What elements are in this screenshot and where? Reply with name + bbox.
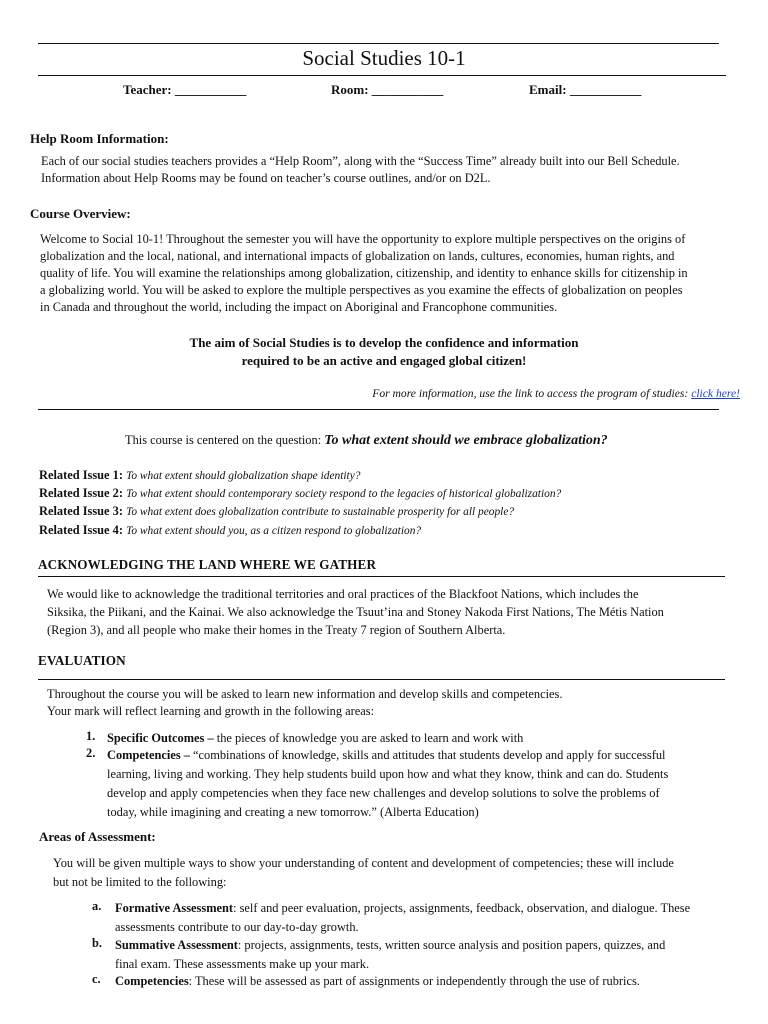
email-label: Email:	[529, 82, 567, 97]
aim-line: The aim of Social Studies is to develop the confidence and information	[189, 335, 579, 350]
question-text: To what extent should we embrace globalization?	[324, 433, 608, 448]
related-issue-text: To what extent should contemporary society respond to the legacies of historical globalization?	[126, 488, 562, 500]
list-term: Competencies	[107, 748, 181, 762]
list-text: assessments contribute to our day-to-day growth.	[115, 920, 359, 934]
related-issue-label: Related Issue 3:	[39, 504, 123, 518]
list-text: self and peer evaluation, projects, assignments, feedback, observation, and dialogue. These	[239, 901, 691, 915]
evaluation-intro-line: Throughout the course you will be asked to learn new information and develop skills and competencies.	[47, 687, 563, 701]
list-letter: b.	[92, 936, 102, 950]
list-sep: :	[233, 901, 240, 915]
assessment-intro	[53, 854, 674, 892]
evaluation-rule	[38, 679, 725, 680]
aim-statement	[0, 334, 768, 370]
assessment-intro-line: You will be given multiple ways to show your understanding of content and development of competencies; these will include	[53, 856, 674, 870]
overview-line: quality of life. You will examine the relationships among globalization, citizenship, and identity to enhance skills for citizenship in	[40, 266, 688, 280]
email-field	[529, 82, 641, 98]
related-issue-text: To what extent does globalization contribute to sustainable prosperity for all people?	[126, 506, 515, 518]
help-room-line: Each of our social studies teachers provides a “Help Room”, along with the “Success Time” already built into our Bell Schedule.	[41, 154, 680, 168]
overview-line: globalization and the local, national, and international impacts of globalization on lands, cultures, economies, human rights, and	[40, 249, 675, 263]
related-issue-text: To what extent should you, as a citizen respond to globalization?	[126, 525, 422, 537]
overview-text	[40, 231, 740, 316]
land-line: We would like to acknowledge the traditional territories and oral practices of the Blackfoot Nations, which includes the	[47, 587, 639, 601]
overview-line: Welcome to Social 10-1! Throughout the semester you will have the opportunity to explore multiple perspectives on the origins of	[40, 232, 686, 246]
related-issue-label: Related Issue 4:	[39, 523, 123, 537]
overview-heading: Course Overview:	[30, 206, 131, 221]
overview-line: in Canada and throughout the world, including the impact on Aboriginal and Francophone communities.	[40, 300, 558, 314]
list-body	[115, 972, 640, 991]
land-heading: ACKNOWLEDGING THE LAND WHERE WE GATHER	[38, 557, 377, 572]
list-sep: :	[188, 974, 195, 988]
teacher-field	[123, 82, 246, 98]
list-text: These will be assessed as part of assignments or independently through the use of rubrics.	[194, 974, 640, 988]
help-room-heading: Help Room Information:	[30, 131, 169, 146]
list-text: the pieces of knowledge you are asked to learn and work with	[216, 731, 524, 745]
more-info-text: For more information, use the link to access the program of studies:	[372, 387, 689, 400]
room-label: Room:	[331, 82, 369, 97]
related-issue-label: Related Issue 2:	[39, 486, 123, 500]
list-text: final exam. These assessments make up your mark.	[115, 957, 370, 971]
list-sep: :	[237, 938, 245, 952]
overview-rule	[38, 409, 719, 410]
list-term: Formative Assessment	[115, 901, 234, 915]
list-text: develop and apply competencies when they face new challenges and develop solutions to solve the problems of	[107, 786, 660, 800]
list-sep: –	[180, 748, 194, 762]
overview-line: a globalizing world. You will be asked to explore the multiple perspectives as you examine the effects of globalization on peoples	[40, 283, 683, 297]
email-blank: ___________	[569, 82, 642, 97]
aim-line: required to be an active and engaged global citizen!	[241, 353, 527, 368]
list-term: Specific Outcomes	[107, 731, 205, 745]
related-issue	[39, 468, 360, 483]
list-body	[107, 746, 668, 822]
related-issue	[39, 523, 421, 538]
land-line: Siksika, the Piikani, and the Kainai. We also acknowledge the Tsuut’ina and Stoney Nakoda First Nations, The Métis Nation	[47, 605, 664, 619]
evaluation-intro	[47, 686, 562, 720]
land-line: (Region 3), and all people who make their homes in the Treaty 7 region of Southern Alberta.	[47, 623, 506, 637]
evaluation-intro-line: Your mark will reflect learning and growth in the following areas:	[47, 704, 375, 718]
central-question	[125, 433, 608, 449]
teacher-blank: ___________	[174, 82, 247, 97]
help-room-text	[41, 153, 680, 187]
assessment-intro-line: but not be limited to the following:	[53, 875, 227, 889]
room-field	[331, 82, 443, 98]
list-term: Summative Assessment	[115, 938, 238, 952]
help-room-line: Information about Help Rooms may be found on teacher’s course outlines, and/or on D2L.	[41, 171, 491, 185]
list-letter: c.	[92, 972, 101, 986]
list-sep: –	[204, 731, 217, 745]
list-text: today, while imagining and creating a new tomorrow.” (Alberta Education)	[107, 805, 479, 819]
list-term: Competencies	[115, 974, 189, 988]
list-body	[115, 936, 665, 974]
teacher-label: Teacher:	[123, 82, 172, 97]
list-body	[115, 899, 690, 937]
list-number: 1.	[86, 729, 96, 743]
related-issue	[39, 486, 561, 501]
more-info	[372, 387, 740, 400]
title-rule	[38, 75, 726, 76]
top-rule	[38, 43, 719, 44]
list-text: learning, living and working. They help students build upon how and what they know, think and can do. Students	[107, 767, 669, 781]
program-of-studies-link[interactable]: click here!	[691, 387, 740, 400]
list-text: projects, assignments, tests, written source analysis and position papers, quizzes, and	[244, 938, 666, 952]
related-issue	[39, 504, 514, 519]
evaluation-heading: EVALUATION	[38, 653, 126, 668]
list-text: “combinations of knowledge, skills and attitudes that students develop and apply for successful	[193, 748, 666, 762]
land-text	[47, 585, 664, 639]
question-intro: This course is centered on the question:	[125, 433, 322, 447]
land-rule	[38, 576, 725, 577]
list-number: 2.	[86, 746, 96, 760]
list-letter: a.	[92, 899, 102, 913]
room-blank: ___________	[371, 82, 444, 97]
related-issue-text: To what extent should globalization shape identity?	[126, 470, 361, 482]
page-title: Social Studies 10-1	[302, 46, 466, 70]
assessment-heading: Areas of Assessment:	[39, 829, 156, 844]
related-issue-label: Related Issue 1:	[39, 468, 123, 482]
